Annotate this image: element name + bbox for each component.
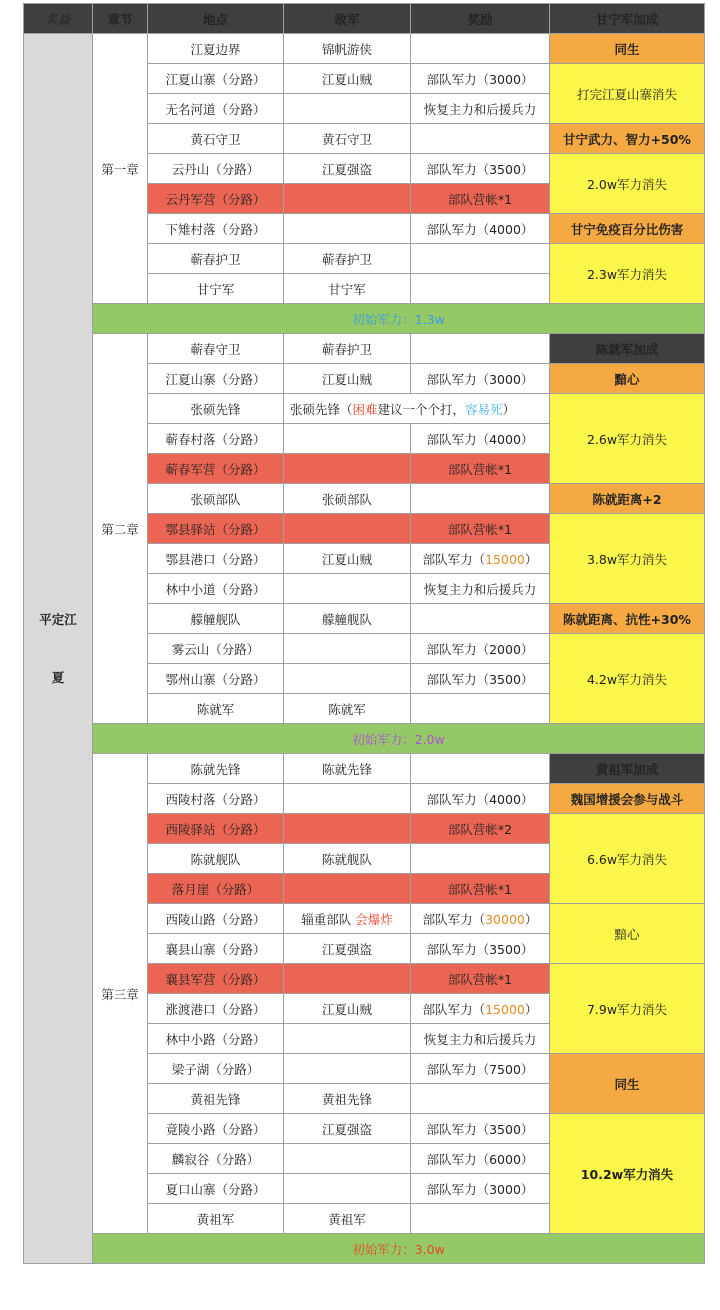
enemy-cell: 陈就先锋	[284, 754, 411, 784]
chapter-label: 第一章	[93, 34, 148, 304]
location-cell: 云丹军营（分路）	[148, 184, 284, 214]
summary-cell	[93, 304, 705, 334]
reward-cell	[411, 634, 550, 664]
enemy-cell	[284, 454, 411, 484]
reward-number: 4000	[489, 221, 521, 237]
reward-cell: 部队营帐*1	[411, 874, 550, 904]
summary-cell	[93, 724, 705, 754]
summary-value: 2.0w	[414, 731, 445, 747]
location-cell: 张硕部队	[148, 484, 284, 514]
reward-cell: 恢复主力和后援兵力	[411, 574, 550, 604]
reward-number: 3500	[489, 161, 521, 177]
reward-cell: 部队营帐*1	[411, 964, 550, 994]
enemy-cell: 江夏山贼	[284, 544, 411, 574]
reward-cell	[411, 124, 550, 154]
enemy-cell: 黄祖先锋	[284, 1084, 411, 1114]
reward-cell: 部队营帐*1	[411, 454, 550, 484]
location-cell: 林中小道（分路）	[148, 574, 284, 604]
reward-number: 4000	[489, 791, 521, 807]
reward-suffix: ）	[520, 641, 534, 657]
reward-cell	[411, 664, 550, 694]
table-row	[24, 754, 705, 784]
bonus-cell: 2.3w军力消失	[550, 244, 705, 304]
reward-cell	[411, 424, 550, 454]
reward-cell	[411, 64, 550, 94]
enemy-cell: 黄祖军	[284, 1204, 411, 1234]
bonus-cell: 3.8w军力消失	[550, 514, 705, 604]
location-cell: 涨渡港口（分路）	[148, 994, 284, 1024]
reward-cell: 部队营帐*1	[411, 184, 550, 214]
table-row	[24, 334, 705, 364]
enemy-cell: 江夏强盗	[284, 934, 411, 964]
reward-prefix: 部队军力（	[426, 791, 490, 807]
location-cell: 鄂州山寨（分路）	[148, 664, 284, 694]
reward-number: 2000	[489, 641, 521, 657]
reward-suffix: ）	[520, 791, 534, 807]
enemy-cell	[284, 814, 411, 844]
reward-number: 3000	[489, 1181, 521, 1197]
reward-cell	[411, 544, 550, 574]
reward-number: 15000	[485, 1001, 525, 1017]
reward-cell	[411, 34, 550, 64]
reward-cell	[411, 1084, 550, 1114]
location-cell: 无名河道（分路）	[148, 94, 284, 124]
location-cell: 甘宁军	[148, 274, 284, 304]
enemy-cell	[284, 214, 411, 244]
location-cell: 蕲春村落（分路）	[148, 424, 284, 454]
location-cell: 雾云山（分路）	[148, 634, 284, 664]
reward-cell	[411, 1174, 550, 1204]
bonus-cell: 甘宁武力、智力+50%	[550, 124, 705, 154]
location-cell: 襄县山寨（分路）	[148, 934, 284, 964]
location-cell: 江夏山寨（分路）	[148, 364, 284, 394]
location-cell: 夏口山寨（分路）	[148, 1174, 284, 1204]
reward-suffix: ）	[520, 161, 534, 177]
enemy-cell: 陈就军	[284, 694, 411, 724]
reward-cell	[411, 694, 550, 724]
location-cell: 下雉村落（分路）	[148, 214, 284, 244]
location-cell: 江夏山寨（分路）	[148, 64, 284, 94]
stage-table	[23, 3, 705, 1264]
reward-cell	[411, 1054, 550, 1084]
bonus-cell: 陈就距离+2	[550, 484, 705, 514]
reward-prefix: 部队军力（	[426, 71, 490, 87]
reward-prefix: 部队军力（	[426, 431, 490, 447]
bonus-cell: 黯心	[550, 904, 705, 964]
enemy-cell	[284, 184, 411, 214]
bonus-header-ch1: 甘宁军加成	[550, 4, 705, 34]
reward-cell	[411, 1114, 550, 1144]
strategy-guide	[23, 3, 704, 1264]
bonus-cell: 同生	[550, 1054, 705, 1114]
reward-cell	[411, 154, 550, 184]
enemy-cell	[284, 964, 411, 994]
summary-row	[24, 1234, 705, 1264]
enemy-warning: 困难	[352, 401, 378, 417]
reward-number: 7500	[489, 1061, 521, 1077]
enemy-middle: 建议一个个打，	[377, 401, 466, 417]
reward-prefix: 部队军力（	[426, 1061, 490, 1077]
enemy-cell: 甘宁军	[284, 274, 411, 304]
enemy-cell: 江夏山贼	[284, 64, 411, 94]
reward-number: 3000	[489, 71, 521, 87]
bonus-cell: 10.2w军力消失	[550, 1114, 705, 1234]
enemy-cell	[284, 94, 411, 124]
reward-number: 15000	[485, 551, 525, 567]
enemy-cell	[284, 1144, 411, 1174]
enemy-cell: 蕲春护卫	[284, 244, 411, 274]
enemy-cell: 艨艟舰队	[284, 604, 411, 634]
page-title	[24, 34, 93, 1264]
enemy-cell	[284, 634, 411, 664]
enemy-cell	[284, 784, 411, 814]
enemy-cell	[284, 904, 411, 934]
reward-cell	[411, 334, 550, 364]
location-cell: 林中小路（分路）	[148, 1024, 284, 1054]
reward-prefix: 部队军力（	[426, 371, 490, 387]
header-location: 地点	[148, 4, 284, 34]
enemy-tip: 容易死	[465, 401, 503, 417]
location-cell: 蕲春军营（分路）	[148, 454, 284, 484]
bonus-cell: 6.6w军力消失	[550, 814, 705, 904]
reward-cell: 部队营帐*1	[411, 514, 550, 544]
enemy-cell	[284, 664, 411, 694]
enemy-cell	[284, 1024, 411, 1054]
location-cell: 艨艟舰队	[148, 604, 284, 634]
reward-cell: 恢复主力和后援兵力	[411, 1024, 550, 1054]
bonus-cell: 魏国增援会参与战斗	[550, 784, 705, 814]
reward-cell	[411, 484, 550, 514]
reward-cell	[411, 274, 550, 304]
enemy-cell: 蕲春护卫	[284, 334, 411, 364]
reward-prefix: 部队军力（	[426, 641, 490, 657]
summary-cell	[93, 1234, 705, 1264]
reward-prefix: 部队军力（	[426, 941, 490, 957]
reward-suffix: ）	[520, 1061, 534, 1077]
enemy-prefix: 张硕先锋（	[290, 401, 353, 417]
header-row	[24, 4, 705, 34]
enemy-cell	[284, 1054, 411, 1084]
reward-prefix: 部队军力（	[426, 1151, 490, 1167]
reward-cell: 部队营帐*2	[411, 814, 550, 844]
location-cell: 西陵村落（分路）	[148, 784, 284, 814]
location-cell: 襄县军营（分路）	[148, 964, 284, 994]
bonus-cell: 打完江夏山寨消失	[550, 64, 705, 124]
location-cell: 黄祖先锋	[148, 1084, 284, 1114]
enemy-cell: 锦帆游侠	[284, 34, 411, 64]
reward-suffix: ）	[520, 71, 534, 87]
location-cell: 西陵山路（分路）	[148, 904, 284, 934]
enemy-cell	[284, 874, 411, 904]
logo: 炙焱	[24, 4, 93, 34]
reward-cell	[411, 754, 550, 784]
enemy-cell: 江夏强盗	[284, 1114, 411, 1144]
location-cell: 鄂县驿站（分路）	[148, 514, 284, 544]
bonus-header-ch3: 黄祖军加成	[550, 754, 705, 784]
bonus-cell: 陈就距离、抗性+30%	[550, 604, 705, 634]
enemy-cell	[284, 574, 411, 604]
reward-cell	[411, 244, 550, 274]
reward-suffix: ）	[520, 1181, 534, 1197]
chapter-label: 第二章	[93, 334, 148, 724]
enemy-cell: 黄石守卫	[284, 124, 411, 154]
reward-suffix: ）	[520, 1151, 534, 1167]
location-cell: 蕲春守卫	[148, 334, 284, 364]
bonus-cell: 2.0w军力消失	[550, 154, 705, 214]
bonus-cell: 黯心	[550, 364, 705, 394]
reward-cell	[411, 1204, 550, 1234]
reward-prefix: 部队军力（	[426, 161, 490, 177]
bonus-cell: 2.6w军力消失	[550, 394, 705, 484]
reward-prefix: 部队军力（	[426, 1181, 490, 1197]
location-cell: 黄祖军	[148, 1204, 284, 1234]
location-cell: 西陵驿站（分路）	[148, 814, 284, 844]
summary-label: 初始军力：	[352, 311, 415, 327]
enemy-prefix: 辎重部队	[301, 911, 356, 927]
location-cell: 黄石守卫	[148, 124, 284, 154]
reward-number: 3500	[489, 1121, 521, 1137]
reward-number: 3500	[489, 671, 521, 687]
location-cell: 鄂县港口（分路）	[148, 544, 284, 574]
reward-cell: 恢复主力和后援兵力	[411, 94, 550, 124]
reward-cell	[411, 1144, 550, 1174]
bonus-cell: 7.9w军力消失	[550, 964, 705, 1054]
enemy-cell: 江夏强盗	[284, 154, 411, 184]
reward-suffix: ）	[524, 551, 538, 567]
reward-number: 4000	[489, 431, 521, 447]
reward-cell	[411, 934, 550, 964]
summary-value: 3.0w	[414, 1241, 445, 1257]
enemy-cell: 张硕部队	[284, 484, 411, 514]
reward-number: 30000	[485, 911, 525, 927]
location-cell: 落月崖（分路）	[148, 874, 284, 904]
page-title-text: 平定江夏	[39, 611, 77, 685]
reward-prefix: 部队军力（	[426, 1121, 490, 1137]
enemy-cell: 江夏山贼	[284, 364, 411, 394]
reward-suffix: ）	[520, 431, 534, 447]
bonus-header-ch2: 陈就军加成	[550, 334, 705, 364]
reward-prefix: 部队军力（	[422, 911, 486, 927]
bonus-cell: 甘宁免疫百分比伤害	[550, 214, 705, 244]
location-cell: 江夏边界	[148, 34, 284, 64]
reward-prefix: 部队军力（	[426, 671, 490, 687]
reward-cell	[411, 784, 550, 814]
summary-label: 初始军力：	[352, 1241, 415, 1257]
location-cell: 陈就先锋	[148, 754, 284, 784]
reward-prefix: 部队军力（	[422, 551, 486, 567]
summary-value: 1.3w	[414, 311, 445, 327]
reward-cell	[411, 844, 550, 874]
header-chapter: 章节	[93, 4, 148, 34]
reward-suffix: ）	[520, 1121, 534, 1137]
header-enemy: 敌军	[284, 4, 411, 34]
reward-suffix: ）	[524, 911, 538, 927]
reward-suffix: ）	[524, 1001, 538, 1017]
enemy-cell	[284, 424, 411, 454]
reward-number: 3000	[489, 371, 521, 387]
location-cell: 竟陵小路（分路）	[148, 1114, 284, 1144]
enemy-suffix: ）	[502, 401, 516, 417]
summary-label: 初始军力：	[352, 731, 415, 747]
table-row	[24, 34, 705, 64]
location-cell: 陈就舰队	[148, 844, 284, 874]
reward-cell	[411, 214, 550, 244]
reward-suffix: ）	[520, 371, 534, 387]
location-cell: 云丹山（分路）	[148, 154, 284, 184]
chapter-label: 第三章	[93, 754, 148, 1234]
reward-prefix: 部队军力（	[422, 1001, 486, 1017]
reward-suffix: ）	[520, 671, 534, 687]
summary-row	[24, 724, 705, 754]
reward-cell	[411, 904, 550, 934]
summary-row	[24, 304, 705, 334]
reward-cell	[411, 994, 550, 1024]
bonus-cell: 同生	[550, 34, 705, 64]
header-reward: 奖励	[411, 4, 550, 34]
location-cell: 张硕先锋	[148, 394, 284, 424]
reward-cell	[411, 364, 550, 394]
enemy-cell: 江夏山贼	[284, 994, 411, 1024]
location-cell: 陈就军	[148, 694, 284, 724]
location-cell: 梁子湖（分路）	[148, 1054, 284, 1084]
reward-prefix: 部队军力（	[426, 221, 490, 237]
reward-suffix: ）	[520, 941, 534, 957]
enemy-cell	[284, 514, 411, 544]
location-cell: 麟寂谷（分路）	[148, 1144, 284, 1174]
enemy-cell	[284, 1174, 411, 1204]
reward-number: 6000	[489, 1151, 521, 1167]
enemy-cell: 陈就舰队	[284, 844, 411, 874]
bonus-cell: 4.2w军力消失	[550, 634, 705, 724]
location-cell: 蕲春护卫	[148, 244, 284, 274]
enemy-warning: 会爆炸	[355, 911, 393, 927]
reward-cell	[411, 604, 550, 634]
enemy-note-cell	[284, 394, 550, 424]
reward-number: 3500	[489, 941, 521, 957]
reward-suffix: ）	[520, 221, 534, 237]
